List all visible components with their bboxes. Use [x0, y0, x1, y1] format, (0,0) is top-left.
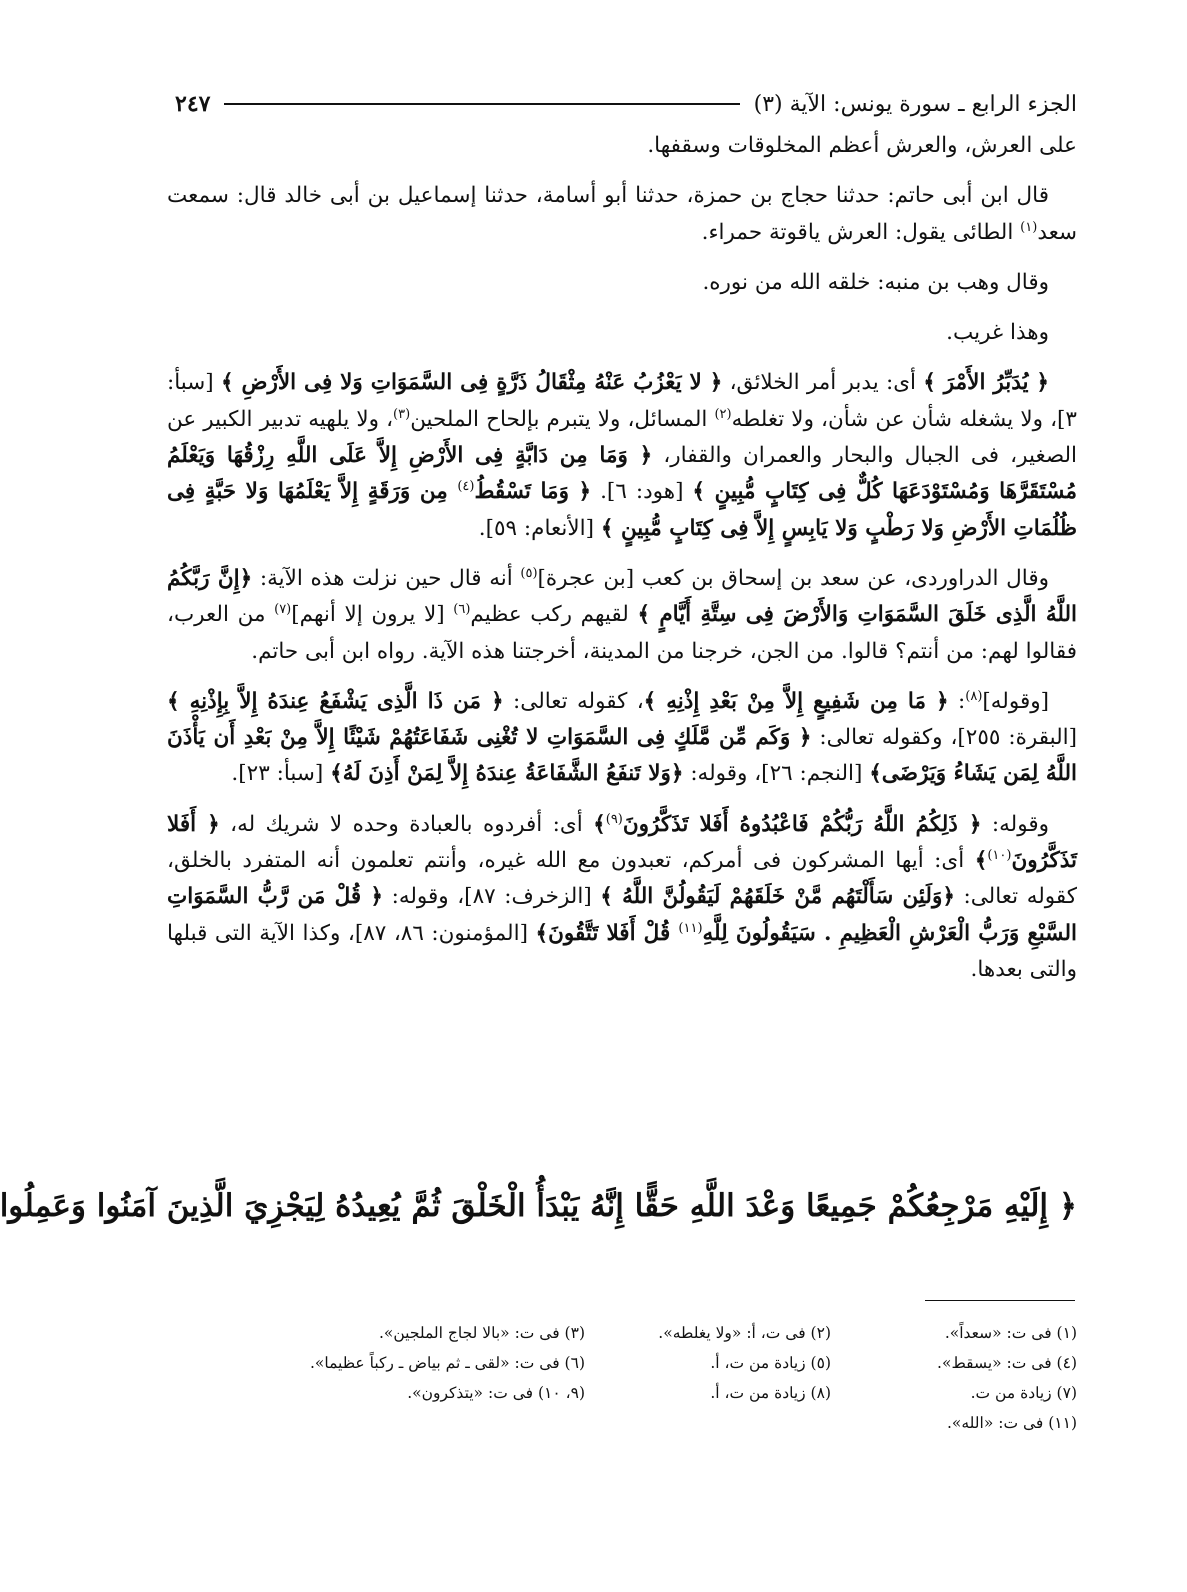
footnote-item: (٢) فى ت، أ: «ولا يغلطه».	[658, 1324, 831, 1342]
page-number: ٢٤٧	[175, 91, 211, 117]
text-run: المسائل، ولا يتبرم بإلحاح الملحين	[410, 406, 715, 432]
text-run: [هود: ٦].	[591, 479, 693, 505]
quran-quote: ﴿ أَفَلا تَذَكَّرُونَ	[167, 811, 1077, 874]
footnote-ref: (٦)	[453, 602, 471, 618]
paragraph	[167, 315, 1077, 351]
quran-quote: ﴿إِنَّ رَبَّكُمُ اللَّهُ الَّذِى خَلَقَ السَّمَوَاتِ وَالأَرْضَ فِى سِتَّةِ أَيَّامٍ ﴾	[167, 565, 1077, 628]
quran-quote: ﴿ ذَلِكُمُ اللَّهُ رَبُّكُمْ فَاعْبُدُوهُ أَفَلا تَذَكَّرُونَ	[622, 811, 982, 837]
quran-quote: ﴿ وَمَا مِن دَابَّةٍ فِى الأَرْضِ إِلاَّ عَلَى اللَّهِ رِزْقُهَا وَيَعْلَمُ مُسْتَقَرَّهَا وَمُسْتَوْدَعَهَا كُلٌّ فِى كِتَابٍ مُّبِينٍ ﴾	[167, 443, 1077, 505]
footnote-ref: (١)	[1020, 219, 1038, 235]
footnote-item: (١١) فى ت: «الله».	[946, 1414, 1077, 1432]
paragraph	[167, 365, 1077, 546]
quran-quote: ﴿ وَمَا تَسْقُطُ	[474, 479, 592, 505]
text-run: :	[948, 688, 966, 714]
text-run: [وقوله]	[982, 688, 1050, 714]
text-run: أى: يدبر أمر الخلائق،	[722, 370, 924, 396]
quran-verse: ﴿ إِلَيْهِ مَرْجِعُكُمْ جَمِيعًا وَعْدَ اللَّهِ حَقًّا إِنَّهُ يَبْدَأُ الْخَلْقَ ثُمَّ يُعِيدُهُ لِيَجْزِيَ الَّذِينَ آمَنُوا وَعَمِلُوا	[0, 1188, 1077, 1224]
paragraph	[167, 807, 1077, 988]
footnote-ref: (٤)	[457, 479, 475, 495]
footnote-item: (٦) فى ت: «لقى ـ ثم بياض ـ ركباً عظيما».	[309, 1354, 585, 1372]
footnotes	[309, 1318, 1077, 1438]
text-run: وقال الدراوردى، عن سعد بن إسحاق بن كعب [بن عجرة]	[537, 565, 1049, 591]
quran-quote: ﴿وَلا تَنفَعُ الشَّفَاعَةُ عِندَهُ إِلاَّ لِمَنْ أَذِنَ لَهُ﴾	[330, 761, 684, 787]
quran-quote: ﴿ مَا مِن شَفِيعٍ إِلاَّ مِنْ بَعْدِ إِذْنِهِ ﴾	[643, 688, 949, 714]
text-run: على العرش، والعرش أعظم المخلوقات وسقفها.	[647, 133, 1077, 158]
text-run: [الأنعام: ٥٩].	[478, 515, 601, 541]
paragraph	[167, 128, 1077, 164]
footnote-item: (٥) زيادة من ت، أ.	[710, 1354, 831, 1372]
text-run: أى: أيها المشركون فى أمركم، تعبدون مع الله غيره، وأنتم تعلمون أنه المتفرد بالخلق، كقوله تعالى:	[167, 848, 1077, 910]
footnote-ref: (٣)	[393, 406, 411, 422]
text-run: الطائى يقول: العرش ياقوتة حمراء.	[701, 219, 1021, 245]
header-title: الجزء الرابع ـ سورة يونس: الآية (٣)	[753, 91, 1077, 117]
main-text	[167, 128, 1077, 1002]
paragraph	[167, 684, 1077, 793]
text-run: [سبأ: ٢٣].	[231, 761, 331, 787]
quran-quote: مِن وَرَقَةٍ إِلاَّ يَعْلَمُهَا وَلا حَبَّةٍ فِى ظُلُمَاتِ الأَرْضِ وَلا رَطْبٍ وَلا يَابِسٍ إِلاَّ فِى كِتَابٍ مُّبِينٍ ﴾	[167, 479, 1077, 541]
quran-quote: ﴿ قُلْ مَن رَّبُّ السَّمَوَاتِ السَّبْعِ وَرَبُّ الْعَرْشِ الْعَظِيمِ . سَيَقُولُونَ لِلَّهِ	[167, 884, 1078, 946]
header-rule	[224, 103, 739, 105]
text-run: [لا يرون إلا أنهم]	[291, 602, 454, 628]
text-run: ، ولا يلهيه تدبير الكبير عن الصغير، فى الجبال والبحار والعمران والقفار،	[167, 406, 1077, 469]
quran-quote: ﴾	[593, 811, 606, 837]
footnote-row	[309, 1348, 1077, 1378]
footnote-item: (٧) زيادة من ت.	[970, 1384, 1077, 1402]
text-run: [البقرة: ٢٥٥]، وكقوله تعالى:	[811, 725, 1077, 751]
footnote-row	[337, 1378, 1077, 1408]
quran-quote: ﴿وَلَئِن سَأَلْتَهُم مَّنْ خَلَقَهُمْ لَيَقُولُنَّ اللَّهُ ﴾	[600, 884, 955, 910]
quran-quote: ﴿ لا يَعْزُبُ عَنْهُ مِثْقَالُ ذَرَّةٍ فِى السَّمَوَاتِ وَلا فِى الأَرْضِ ﴾	[220, 370, 723, 396]
footnote-item: (١) فى ت: «سعداً».	[944, 1324, 1077, 1342]
footnote-item: (٨) زيادة من ت، أ.	[710, 1384, 831, 1402]
text-run: أى: أفردوه بالعبادة وحده لا شريك له،	[219, 811, 594, 837]
text-run: ، كقوله تعالى:	[503, 688, 644, 714]
paragraph	[167, 561, 1077, 670]
quran-quote: ﴿ وَكَم مِّن مَّلَكٍ فِى السَّمَوَاتِ لا تُغْنِى شَفَاعَتُهُمْ شَيْئًا إِلاَّ مِنْ بَعْدِ أَن يَأْذَنَ اللَّهُ لِمَن يَشَاءُ وَيَرْضَى﴾	[167, 725, 1077, 787]
footnote-row	[337, 1408, 1077, 1438]
quran-quote: ﴾	[974, 848, 988, 874]
footnote-item: (٤) فى ت: «يسقط».	[937, 1354, 1077, 1372]
text-run: لقيهم ركب عظيم	[470, 602, 638, 628]
quran-quote: قُلْ أَفَلا تَتَّقُونَ﴾	[535, 920, 679, 946]
text-run: [النجم: ٢٦]، وقوله:	[683, 761, 870, 787]
footnote-ref: (٢)	[714, 406, 732, 422]
text-run: من العرب، فقالوا لهم: من أنتم؟ قالوا. من الجن، خرجنا من المدينة، أخرجتنا هذه الآية. رواه ابن أبى حاتم.	[167, 602, 1077, 664]
footnote-ref: (١١)	[678, 920, 703, 936]
footnote-item: (٩، ١٠) فى ت: «يتذكرون».	[407, 1384, 585, 1402]
footnote-separator	[925, 1300, 1075, 1301]
text-run: أنه قال حين نزلت هذه الآية:	[252, 565, 521, 591]
text-run: [سبأ: ٣]، ولا يشغله شأن عن شأن، ولا تغلطه	[167, 370, 1077, 432]
quran-quote: ﴿ مَن ذَا الَّذِى يَشْفَعُ عِندَهُ إِلاَّ بِإِذْنِهِ ﴾	[167, 688, 504, 714]
text-run: وهذا غريب.	[946, 320, 1049, 346]
text-run: وقوله:	[981, 811, 1049, 837]
footnote-ref: (١٠)	[987, 847, 1012, 863]
footnote-item: (٣) فى ت: «بالا لجاج الملجين».	[378, 1324, 585, 1342]
footnote-ref: (٥)	[520, 565, 538, 581]
paragraph	[167, 178, 1077, 251]
footnote-ref: (٧)	[274, 602, 292, 618]
footnote-ref: (٨)	[965, 688, 983, 704]
paragraph	[167, 265, 1077, 301]
footnote-ref: (٩)	[605, 811, 623, 827]
text-run: قال ابن أبى حاتم: حدثنا حجاج بن حمزة، حدثنا أبو أسامة، حدثنا إسماعيل بن أبى خالد قال: سمعت سعد	[167, 183, 1077, 245]
text-run: [الزخرف: ٨٧]، وقوله:	[383, 884, 601, 910]
text-run: [المؤمنون: ٨٦، ٨٧]، وكذا الآية التى قبلها والتى بعدها.	[167, 920, 1077, 982]
text-run: وقال وهب بن منبه: خلقه الله من نوره.	[702, 269, 1049, 295]
running-header	[175, 86, 1077, 122]
footnote-row	[337, 1318, 1077, 1348]
quran-quote: ﴿ يُدَبِّرُ الأَمْرَ ﴾	[923, 370, 1049, 396]
